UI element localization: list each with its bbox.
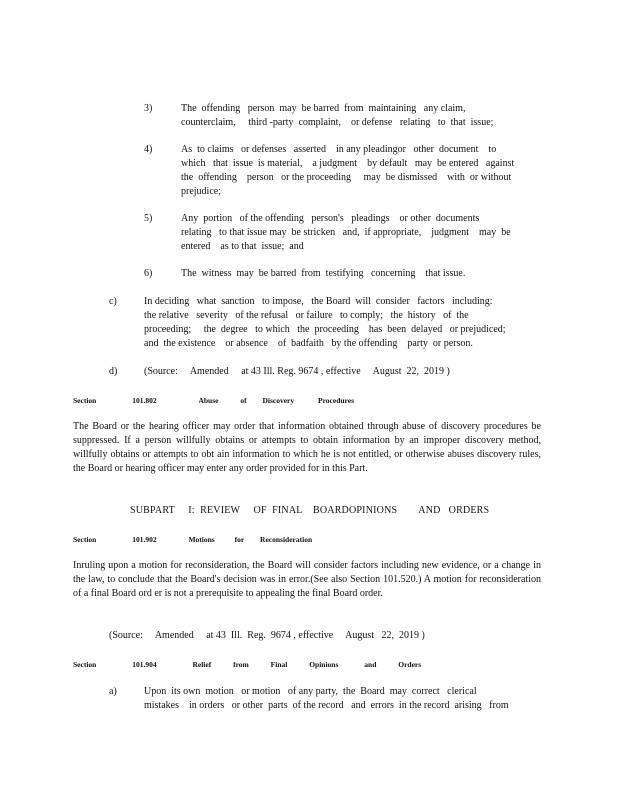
section-title-word: of — [240, 396, 247, 405]
item-3-line: counterclaim, third -party complaint, or defense relating to that issue; — [181, 117, 494, 128]
item-4-line: the offending person or the proceeding may be dismissed with or without — [181, 172, 512, 183]
section-904-heading — [73, 660, 421, 670]
section-title-word: Procedures — [318, 396, 354, 405]
section-902-heading — [73, 535, 312, 545]
item-4-text — [181, 143, 514, 199]
item-c-marker: c) — [109, 296, 117, 307]
item-c-line: the relative severity of the refusal or failure to comply; the history of the — [144, 310, 469, 321]
item-c-line: proceeding; the degree to which the proceeding has been delayed or prejudiced; — [144, 324, 506, 335]
section-number: 101.904 — [132, 660, 157, 669]
section-title-word: for — [234, 535, 245, 544]
item-a-line: mistakes in orders or other parts of the record and errors in the record arising from — [144, 700, 509, 711]
item-d-source-note: (Source: Amended at 43 Ill. Reg. 9674 , effective August 22, 2019 ) — [144, 366, 450, 377]
section-802-heading — [73, 396, 354, 406]
section-title-word: Discovery — [262, 396, 295, 405]
item-d-marker: d) — [109, 366, 118, 377]
subpart-heading: SUBPART I: REVIEW OF FINAL BOARDOPINIONS AND ORDERS — [130, 505, 490, 516]
item-a-marker: a) — [109, 686, 117, 697]
item-3-line: The offending person may be barred from maintaining any claim, — [181, 103, 466, 114]
item-4-line: As to claims or defenses asserted in any pleadingor other document to — [181, 144, 497, 155]
section-902-body: Inruling upon a motion for reconsideration, the Board will consider factors including new evidence, or a change in the law, to conclude that the Board's decision was in error.(See also Section 101.520.) A motion for reconsideration of a final Board ord er is not a prerequisite to appealing the final Board order. — [73, 560, 541, 599]
item-6-text: The witness may be barred from testifying concerning that issue. — [181, 268, 466, 279]
item-4-line: prejudice; — [181, 186, 221, 197]
item-5-marker: 5) — [144, 213, 153, 224]
section-word: Section — [73, 535, 97, 544]
item-4-line: which that issue is material, a judgment by default may be entered against — [181, 158, 515, 169]
section-title-word: Motions — [188, 535, 215, 544]
section-title-word: Reconsideration — [260, 535, 313, 544]
section-number: 101.802 — [132, 396, 157, 405]
section-word: Section — [73, 396, 97, 405]
section-title-word: from — [233, 660, 249, 669]
item-5-line: relating to that issue may be stricken and, if appropriate, judgment may be — [181, 227, 511, 238]
item-c-text — [144, 295, 506, 351]
item-a-text — [144, 685, 509, 713]
item-c-line: and the existence or absence of badfaith by the offending party or person. — [144, 338, 473, 349]
section-802-body: The Board or the hearing officer may order that information obtained through abuse of discovery procedures be suppressed. If a person willfully obtains or attempts to obtain information by an improper discovery method, willfully obtains or attempts to obt ain information to which he is not entitled, or otherwise abuses discovery rules, the Board or hearing officer may enter any order provided for in this Part. — [73, 421, 541, 474]
item-4-marker: 4) — [144, 144, 153, 155]
section-title-word: Orders — [398, 660, 422, 669]
item-6-marker: 6) — [144, 268, 153, 279]
item-5-line: Any portion of the offending person's pleadings or other documents — [181, 213, 480, 224]
section-title-word: Final — [270, 660, 288, 669]
section-word: Section — [73, 660, 97, 669]
section-902-source-note: (Source: Amended at 43 Ill. Reg. 9674 , effective August 22, 2019 ) — [109, 630, 425, 641]
item-a-line: Upon its own motion or motion of any party, the Board may correct clerical — [144, 686, 477, 697]
item-3-marker: 3) — [144, 103, 153, 114]
section-title-word: Abuse — [198, 396, 219, 405]
item-5-line: entered as to that issue; and — [181, 241, 304, 252]
item-3-text — [181, 102, 493, 130]
section-title-word: Opinions — [309, 660, 339, 669]
section-title-word: Relief — [192, 660, 212, 669]
item-c-line: In deciding what sanction to impose, the Board will consider factors including: — [144, 296, 493, 307]
section-number: 101.902 — [132, 535, 157, 544]
item-5-text — [181, 212, 511, 254]
section-title-word: and — [364, 660, 377, 669]
